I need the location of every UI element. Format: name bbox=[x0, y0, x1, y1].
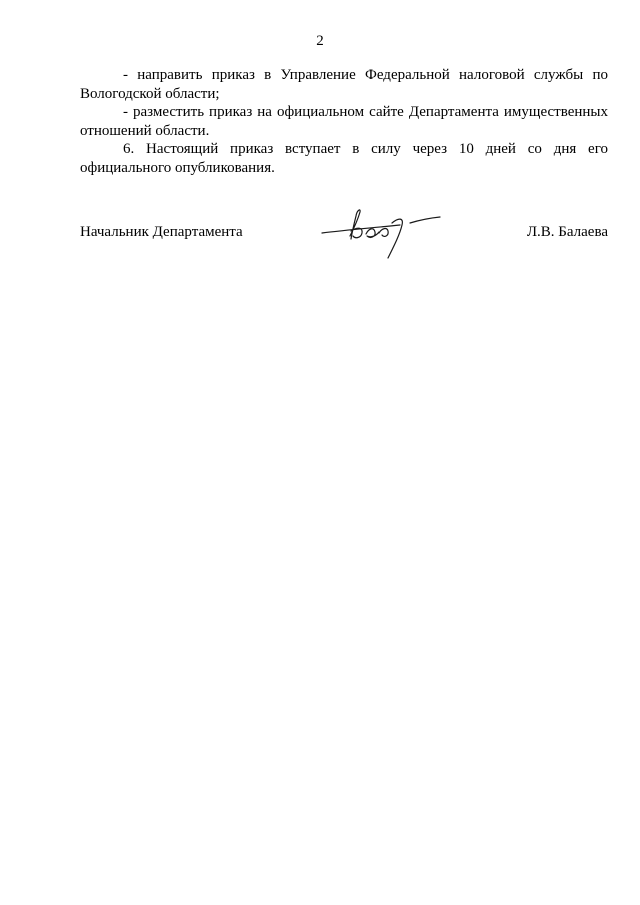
document-body bbox=[80, 66, 608, 178]
page-number: 2 bbox=[316, 33, 324, 49]
paragraph-publish-on-website: - разместить приказ на официальном сайте Департамента имущественных отношений области. bbox=[80, 104, 608, 139]
signatory-position: Начальник Департамента bbox=[80, 224, 243, 240]
handwritten-signature bbox=[316, 203, 456, 263]
signatory-name: Л.В. Балаева bbox=[526, 224, 608, 240]
signature-block bbox=[80, 219, 608, 259]
paragraph-send-order-tax-service: - направить приказ в Управление Федеральной налоговой службы по Вологодской области; bbox=[80, 67, 608, 102]
paragraph-effective-date: 6. Настоящий приказ вступает в силу через 10 дней со дня его официального опубликования. bbox=[80, 141, 608, 176]
